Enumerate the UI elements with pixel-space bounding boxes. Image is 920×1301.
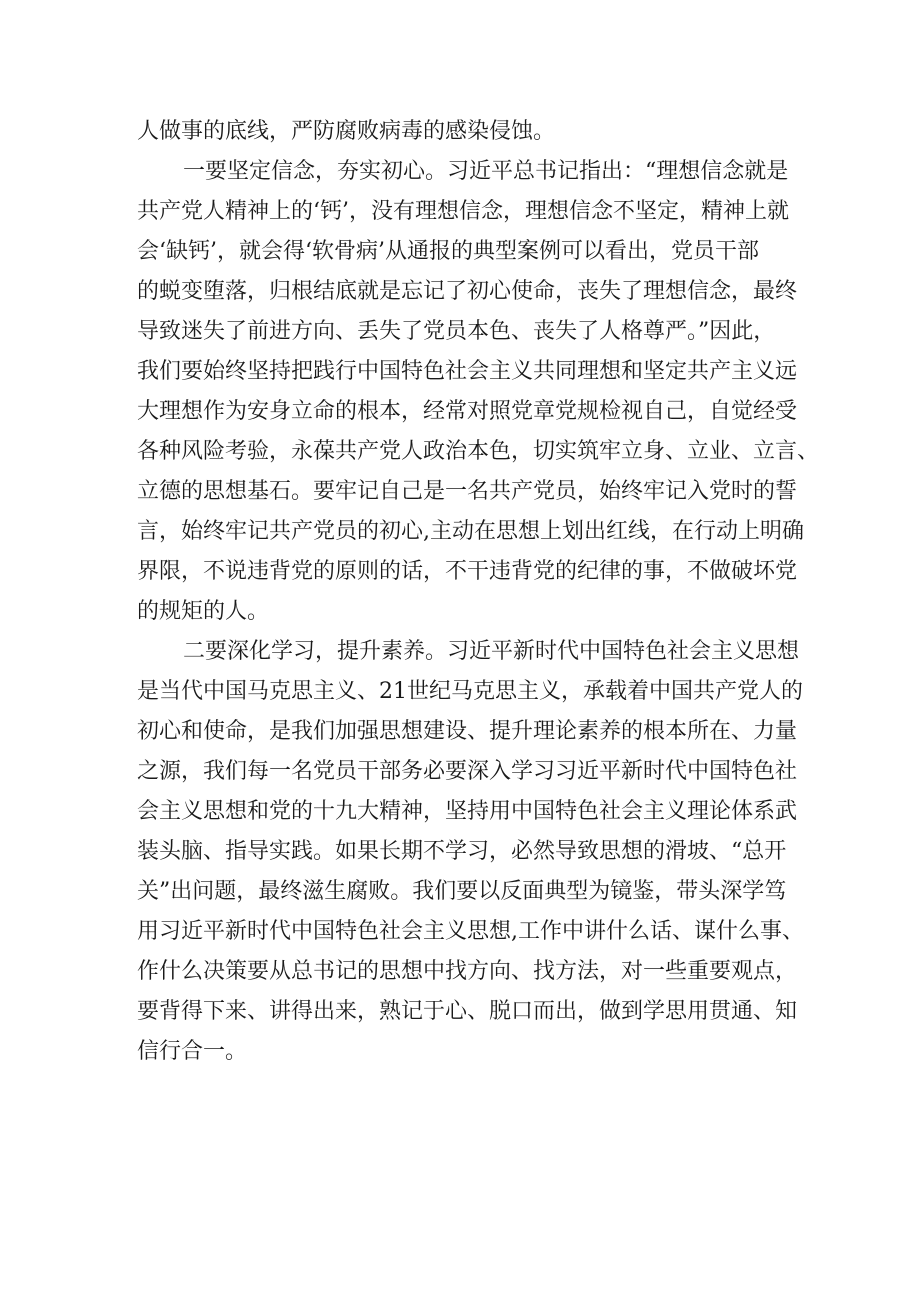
document-body bbox=[137, 112, 820, 1072]
text-line: 导致迷失了前进方向、丢失了党员本色、丧失了人格尊严。”因此， bbox=[137, 319, 776, 344]
text-line: 界限，不说违背党的原则的话，不干违背党的纪律的事，不做破坏党 bbox=[137, 559, 798, 584]
text-line: 的蜕变堕落，归根结底就是忘记了初心使命，丧失了理想信念，最终 bbox=[137, 279, 798, 304]
text-line: 会主义思想和党的十九大精神，坚持用中国特色社会主义理论体系武 bbox=[137, 799, 798, 824]
text-line: 是当代中国马克思主义、21世纪马克思主义，承载着中国共产党人的 bbox=[137, 679, 803, 704]
text-line: 会‘缺钙’，就会得‘软骨病’从通报的典型案例可以看出，党员干部 bbox=[137, 239, 759, 264]
text-line: 关”出问题，最终滋生腐败。我们要以反面典型为镜鉴，带头深学笃 bbox=[137, 879, 787, 904]
text-line: 大理想作为安身立命的根本，经常对照党章党规检视自己，自觉经受 bbox=[137, 399, 798, 424]
text-line: 信行合一。 bbox=[137, 1039, 248, 1064]
text-line: 要背得下来、讲得出来，熟记于心、脱口而出，做到学思用贯通、知 bbox=[137, 999, 798, 1024]
text-line: 的规矩的人。 bbox=[137, 599, 270, 624]
text-line: 言，始终牢记共产党员的初心,主动在思想上划出红线，在行动上明确 bbox=[137, 519, 804, 544]
text-line: 立德的思想基石。要牢记自己是一名共产党员，始终牢记入党时的誓 bbox=[137, 479, 798, 504]
text-line: 人做事的底线，严防腐败病毒的感染侵蚀。 bbox=[137, 119, 556, 144]
text-line: 我们要始终坚持把践行中国特色社会主义共同理想和坚定共产主义远 bbox=[137, 359, 798, 384]
paragraph-first-line: 一要坚定信念，夯实初心。习近平总书记指出：“理想信念就是 bbox=[183, 159, 789, 184]
text-line: 作什么决策要从总书记的思想中找方向、找方法，对一些重要观点， bbox=[137, 959, 798, 984]
text-line: 用习近平新时代中国特色社会主义思想,工作中讲什么话、谋什么事、 bbox=[137, 919, 804, 944]
text-line: 装头脑、指导实践。如果长期不学习，必然导致思想的滑坡、“总开 bbox=[137, 839, 787, 864]
text-line: 共产党人精神上的‘钙’，没有理想信念，理想信念不坚定，精神上就 bbox=[137, 199, 789, 224]
text-line: 之源，我们每一名党员干部务必要深入学习习近平新时代中国特色社 bbox=[137, 759, 798, 784]
paragraph-first-line: 二要深化学习，提升素养。习近平新时代中国特色社会主义思想 bbox=[183, 639, 800, 664]
text-line: 初心和使命，是我们加强思想建设、提升理论素养的根本所在、力量 bbox=[137, 719, 798, 744]
text-line: 各种风险考验，永葆共产党人政治本色，切实筑牢立身、立业、立言、 bbox=[137, 439, 820, 464]
